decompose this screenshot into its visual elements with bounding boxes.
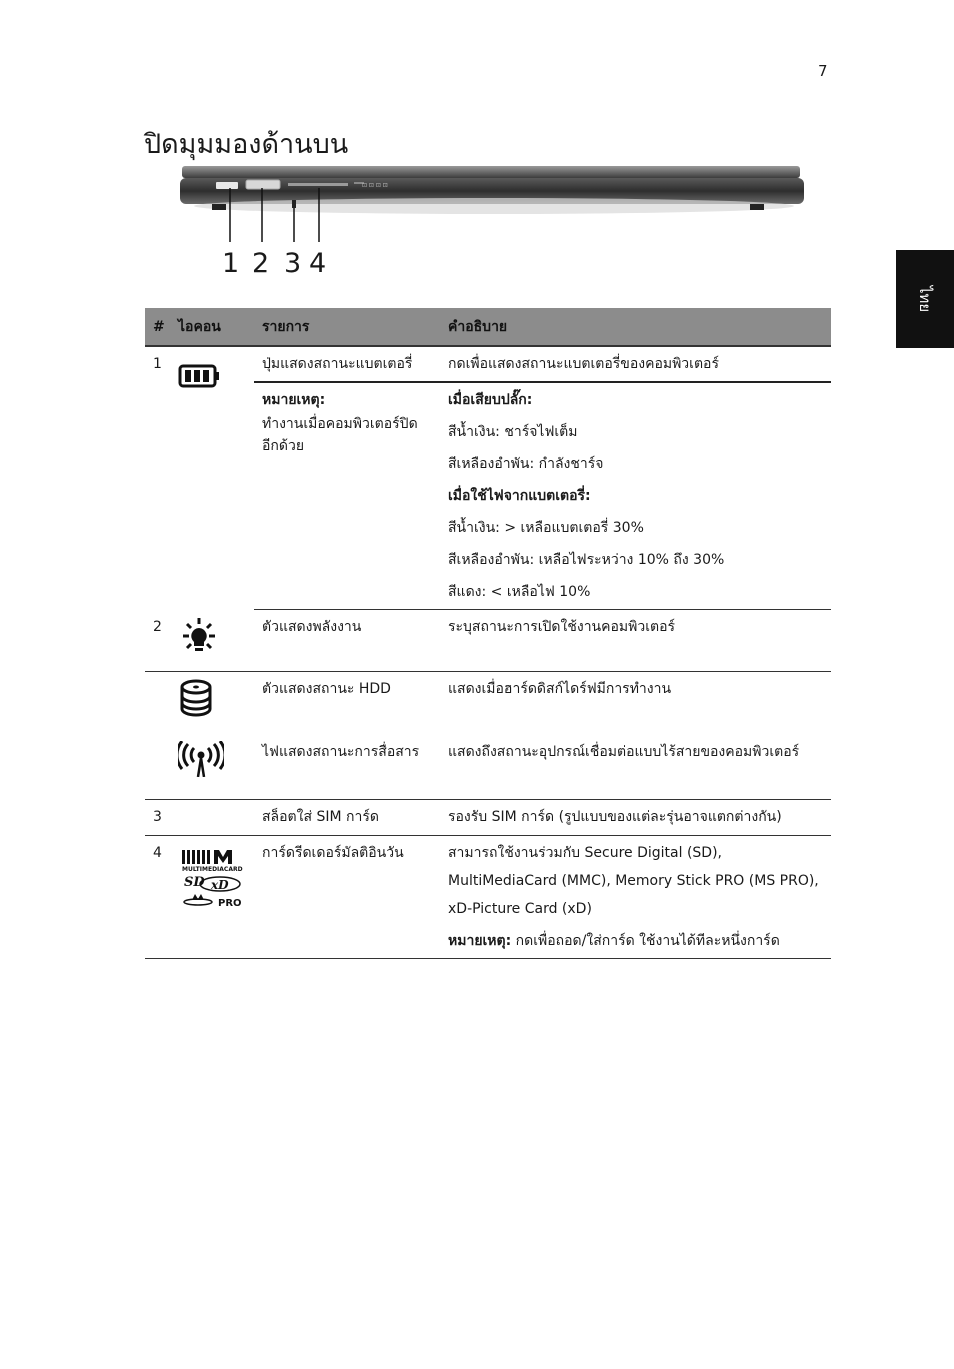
desc-power-indicator: ระบุสถานะการเปิดใช้งานคอมพิวเตอร์ <box>440 610 831 672</box>
desc-sim-slot: รองรับ SIM การ์ด (รูปแบบของแต่ละรุ่นอาจแตกต่างกัน) <box>440 799 831 835</box>
header-item: รายการ <box>254 308 440 346</box>
svg-text:SD: SD <box>184 874 205 890</box>
card-reader-desc-3: xD-Picture Card (xD) <box>448 900 592 917</box>
desc-hdd-indicator: แสดงเมื่อฮาร์ดดิสก์ไดร์ฟมีการทำงาน <box>448 680 672 697</box>
item-hdd-indicator: ตัวแสดงสถานะ HDD <box>262 680 391 697</box>
callout-1: 1 <box>222 248 240 279</box>
row-number: 1 <box>153 356 162 372</box>
item-card-reader: การ์ดรีดเดอร์มัลติอินวัน <box>254 835 440 958</box>
table-row <box>145 799 831 835</box>
card-reader-note-text: กดเพื่อถอด/ใส่การ์ด ใช้งานได้ทีละหนึ่งการ์ด <box>511 932 780 949</box>
item-power-indicator: ตัวแสดงพลังงาน <box>254 610 440 672</box>
svg-text:xD: xD <box>211 877 229 892</box>
callout-4: 4 <box>309 248 327 279</box>
hdd-icon <box>178 678 214 718</box>
note-label: หมายเหตุ: <box>262 392 326 408</box>
indicators-table <box>145 308 831 959</box>
battery-heading: เมื่อใช้ไฟจากแบตเตอรี่: <box>448 488 591 504</box>
callout-3: 3 <box>284 248 302 279</box>
language-tab: ไทย <box>896 250 954 348</box>
svg-text:⊡ ⊡ ⊡ ⊡: ⊡ ⊡ ⊡ ⊡ <box>362 182 388 189</box>
power-light-icon <box>178 616 220 658</box>
battery-icon <box>178 363 222 389</box>
plugged-amber: สีเหลืองอำพัน: กำลังชาร์จ <box>448 456 604 472</box>
row-number: 4 <box>145 835 170 958</box>
item-comm-indicator: ไฟแสดงสถานะการสื่อสาร <box>254 735 440 799</box>
table-row <box>145 835 831 958</box>
plugged-blue: สีน้ำเงิน: ชาร์จไฟเต็ม <box>448 424 578 440</box>
card-reader-desc-1: สามารถใช้งานร่วมกับ Secure Digital (SD), <box>448 844 722 861</box>
header-description: คำอธิบาย <box>440 308 831 346</box>
plugged-heading: เมื่อเสียบปลั๊ก: <box>448 392 533 408</box>
card-reader-logos-icon <box>178 842 248 910</box>
page-number: 7 <box>818 62 828 80</box>
table-row <box>145 346 831 382</box>
battery-red: สีแดง: < เหลือไฟ 10% <box>448 584 591 600</box>
desc-battery-button: กดเพื่อแสดงสถานะแบตเตอรี่ของคอมพิวเตอร์ <box>440 346 831 382</box>
table-row <box>145 610 831 672</box>
page-title: ปิดมุมมองด้านบน <box>144 129 349 160</box>
item-sim-slot: สล็อตใส่ SIM การ์ด <box>254 799 440 835</box>
card-reader-note <box>448 930 823 952</box>
header-number: # <box>145 308 170 346</box>
battery-blue: สีน้ำเงิน: > เหลือแบตเตอรี่ 30% <box>448 520 644 536</box>
svg-text:MULTIMEDIACARD: MULTIMEDIACARD <box>182 865 243 873</box>
desc-comm-indicator: แสดงถึงสถานะอุปกรณ์เชื่อมต่อแบบไร้สายของคอมพิวเตอร์ <box>440 735 831 799</box>
item-battery-button: ปุ่มแสดงสถานะแบตเตอรี่ <box>254 346 440 382</box>
laptop-front-view-image <box>176 160 816 250</box>
table-row <box>145 671 831 735</box>
note-text: ทำงานเมื่อคอมพิวเตอร์ปิดอีกด้วย <box>262 416 418 454</box>
row-number: 2 <box>145 610 170 672</box>
wireless-icon <box>178 741 224 777</box>
card-reader-desc-2: MultiMediaCard (MMC), Memory Stick PRO (MS PRO), <box>448 872 819 889</box>
card-reader-note-label: หมายเหตุ: <box>448 932 512 949</box>
header-icon: ไอคอน <box>170 308 254 346</box>
table-header-row <box>145 308 831 346</box>
table-row <box>145 735 831 799</box>
row-number: 3 <box>145 799 170 835</box>
battery-amber: สีเหลืองอำพัน: เหลือไฟระหว่าง 10% ถึง 30% <box>448 552 725 568</box>
svg-text:PRO: PRO <box>218 897 242 909</box>
callout-2: 2 <box>252 248 270 279</box>
